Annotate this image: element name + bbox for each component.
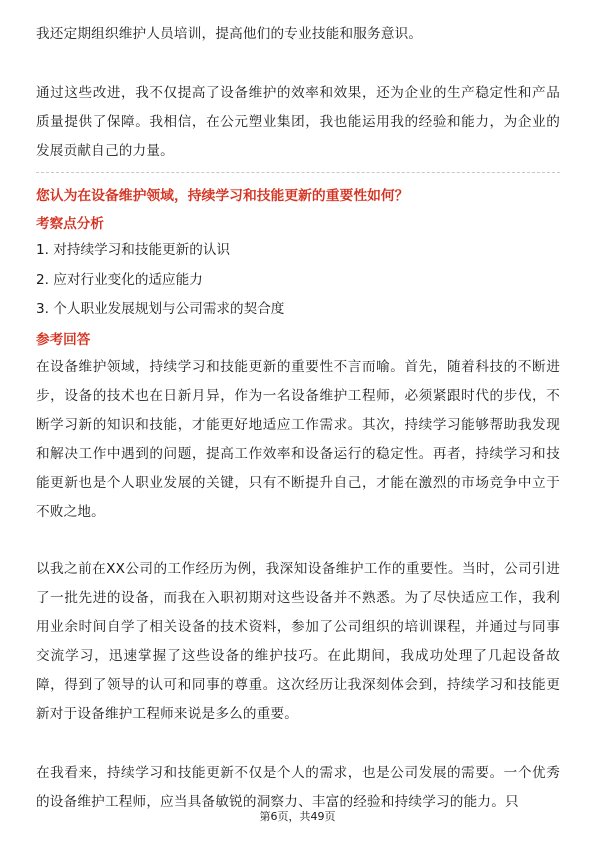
intro-paragraph-1: 我还定期组织维护人员培训，提高他们的专业技能和服务意识。 (36, 26, 423, 42)
answer-paragraph-2-block (36, 555, 560, 729)
intro-line (36, 20, 560, 49)
analysis-point-2-block (36, 270, 560, 290)
answer-paragraph: 在我看来，持续学习和技能更新不仅是个人的需求，也是公司发展的需要。一个优秀的设备维护工程师，应当具备敏锐的洞察力、丰富的经验和持续学习的能力。只 (36, 765, 560, 810)
question-heading: 您认为在设备维护领域，持续学习和技能更新的重要性如何？ (36, 188, 409, 204)
answer-paragraph-1-block (36, 353, 560, 527)
analysis-point: 1. 对持续学习和技能更新的认识 (36, 242, 231, 258)
analysis-point-3-block (36, 299, 560, 319)
intro-paragraph-block (36, 79, 560, 166)
analysis-point: 3. 个人职业发展规划与公司需求的契合度 (36, 301, 285, 317)
answer-paragraph: 在设备维护领域，持续学习和技能更新的重要性不言而喻。首先，随着科技的不断进步，设备的技术也在日新月异，作为一名设备维护工程师，必须紧跟时代的步伐，不断学习新的知识和技能，才能更好地适应工作需求。其次，持续学习能够帮助我发现和解决工作中遇到的问题，提高工作效率和设备运行的稳定性。再者，持续学习和技能更新也是个人职业发展的关键，只有不断提升自己，才能在激烈的市场竞争中立于不败之地。 (36, 359, 560, 520)
analysis-title: 考察点分析 (36, 216, 104, 232)
analysis-title-block (36, 214, 560, 234)
question-block (36, 186, 560, 206)
section-divider (36, 172, 560, 173)
page-number: 第6页，共49页 (259, 810, 336, 823)
analysis-point-1-block (36, 240, 560, 260)
analysis-point: 2. 应对行业变化的适应能力 (36, 272, 203, 288)
answer-title-block (36, 330, 560, 350)
answer-title: 参考回答 (36, 332, 91, 348)
intro-paragraph-2: 通过这些改进，我不仅提高了设备维护的效率和效果，还为企业的生产稳定性和产品质量提供了保障。我相信，在公元塑业集团，我也能运用我的经验和能力，为企业的发展贡献自己的力量。 (36, 85, 560, 159)
answer-paragraph: 以我之前在XX公司的工作经历为例，我深知设备维护工作的重要性。当时，公司引进了一批先进的设备，而我在入职初期对这些设备并不熟悉。为了尽快适应工作，我利用业余时间自学了相关设备的技术资料，参加了公司组织的培训课程，并通过与同事交流学习，迅速掌握了这些设备的维护技巧。在此期间，我成功处理了几起设备故障，得到了领导的认可和同事的尊重。这次经历让我深刻体会到，持续学习和技能更新对于设备维护工程师来说是多么的重要。 (36, 561, 560, 722)
